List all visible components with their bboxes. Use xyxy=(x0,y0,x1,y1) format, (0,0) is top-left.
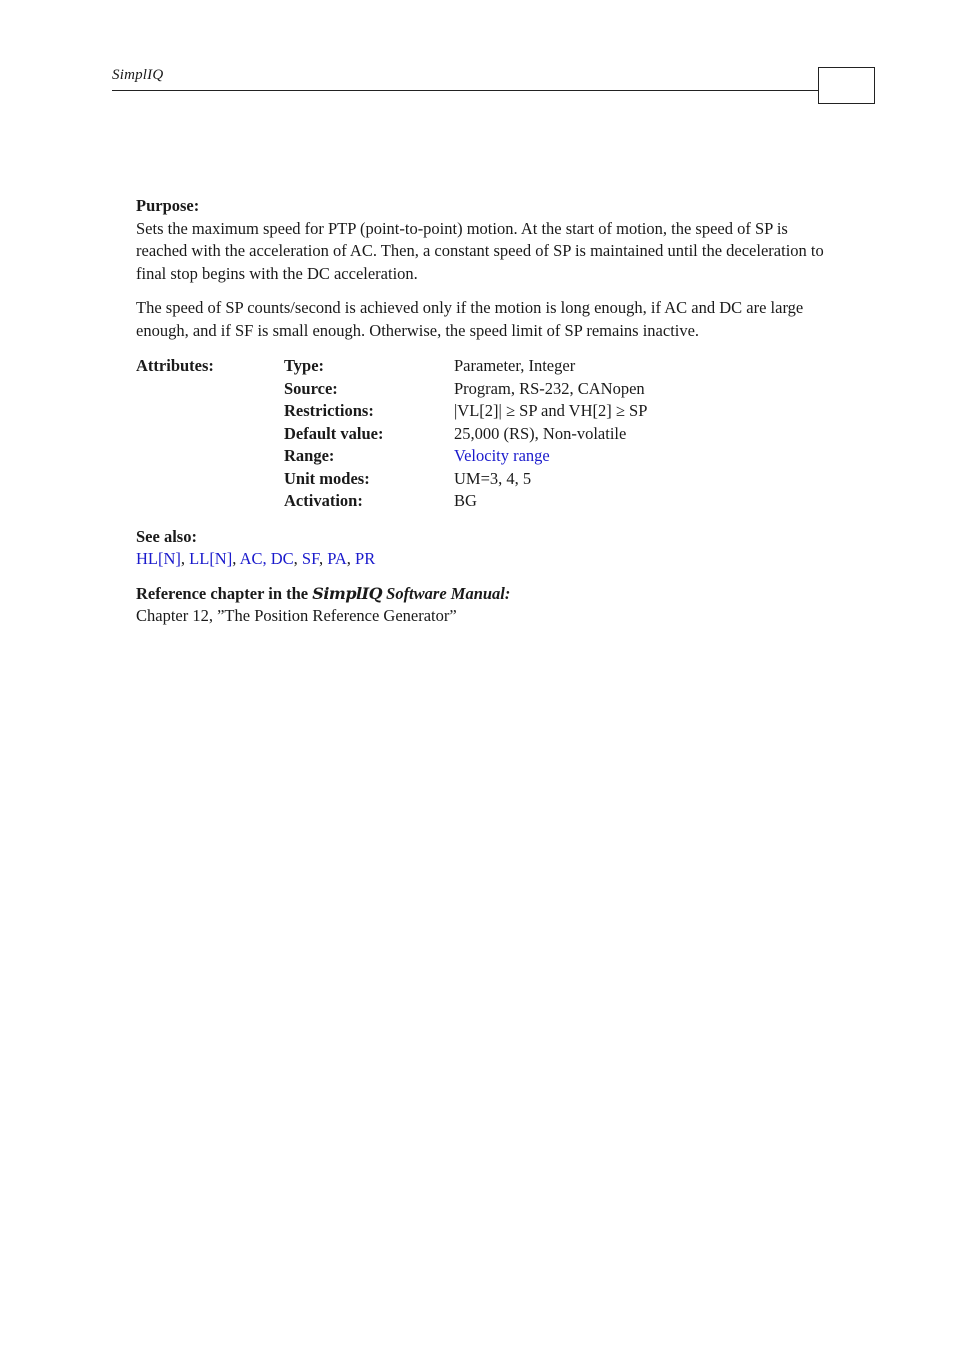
see-also-heading: See also: xyxy=(136,526,197,546)
purpose-heading: Purpose: xyxy=(136,196,200,215)
reference-chapter-text: Chapter 12, ”The Position Reference Generator” xyxy=(136,606,457,625)
attr-value-default: 25,000 (RS), Non-volatile xyxy=(454,423,627,443)
attr-value-unit-modes: UM=3, 4, 5 xyxy=(454,468,532,488)
see-also-link-hl[interactable]: HL[N] xyxy=(136,549,181,568)
velocity-range-link[interactable]: Velocity range xyxy=(454,446,550,465)
attr-label-unit-modes: Unit modes: xyxy=(284,468,370,488)
see-also-link-pa[interactable]: PA xyxy=(327,549,347,568)
attr-value-restrictions: |VL[2]| ≥ SP and VH[2] ≥ SP xyxy=(454,401,648,420)
attr-label-type: Type: xyxy=(284,356,325,375)
header-rule xyxy=(112,90,818,91)
page-number-box xyxy=(818,67,875,104)
reference-section xyxy=(136,583,826,628)
attr-label-restrictions: Restrictions: xyxy=(284,401,374,420)
attr-label-range: Range: xyxy=(284,446,335,465)
see-also-link-sf[interactable]: SF xyxy=(301,549,319,568)
see-also-links: HL[N], LL[N], AC, DC, SF, PA, PR xyxy=(136,549,376,568)
see-also-section xyxy=(136,526,826,571)
reference-heading xyxy=(136,583,826,606)
purpose-paragraph-2: The speed of SP counts/second is achieved only if the motion is long enough, if AC and DC are large enough, and if SF is small enough. Otherwise, the speed limit of SP remains inactive. xyxy=(136,298,804,340)
simpliq-logo: SimplIQ xyxy=(312,583,383,603)
attr-value-type: Parameter, Integer xyxy=(454,356,576,375)
attr-value-source: Program, RS-232, CANopen xyxy=(454,378,645,398)
see-also-link-ll[interactable]: LL[N] xyxy=(189,549,233,568)
attr-label-activation: Activation: xyxy=(284,491,363,510)
purpose-paragraph-1: Sets the maximum speed for PTP (point-to-point) motion. At the start of motion, the speed of SP is reached with the acceleration of AC. Then, a constant speed of SP is maintained until the deceleration to final stop begins with the DC acceleration. xyxy=(136,218,824,283)
attr-label-source: Source: xyxy=(284,378,338,398)
reference-heading-suffix: Software Manual: xyxy=(382,583,511,603)
attributes-heading: Attributes: xyxy=(136,356,214,375)
header-brand: SimplIQ xyxy=(112,67,164,83)
see-also-link-pr[interactable]: PR xyxy=(355,549,376,568)
reference-heading-prefix: Reference chapter in the xyxy=(136,583,313,603)
main-content xyxy=(136,195,826,628)
see-also-link-dc[interactable]: DC xyxy=(270,549,294,568)
attributes-table xyxy=(136,355,826,513)
attr-label-default: Default value: xyxy=(284,423,384,443)
attr-value-activation: BG xyxy=(454,491,477,510)
see-also-link-ac[interactable]: AC xyxy=(239,549,263,568)
